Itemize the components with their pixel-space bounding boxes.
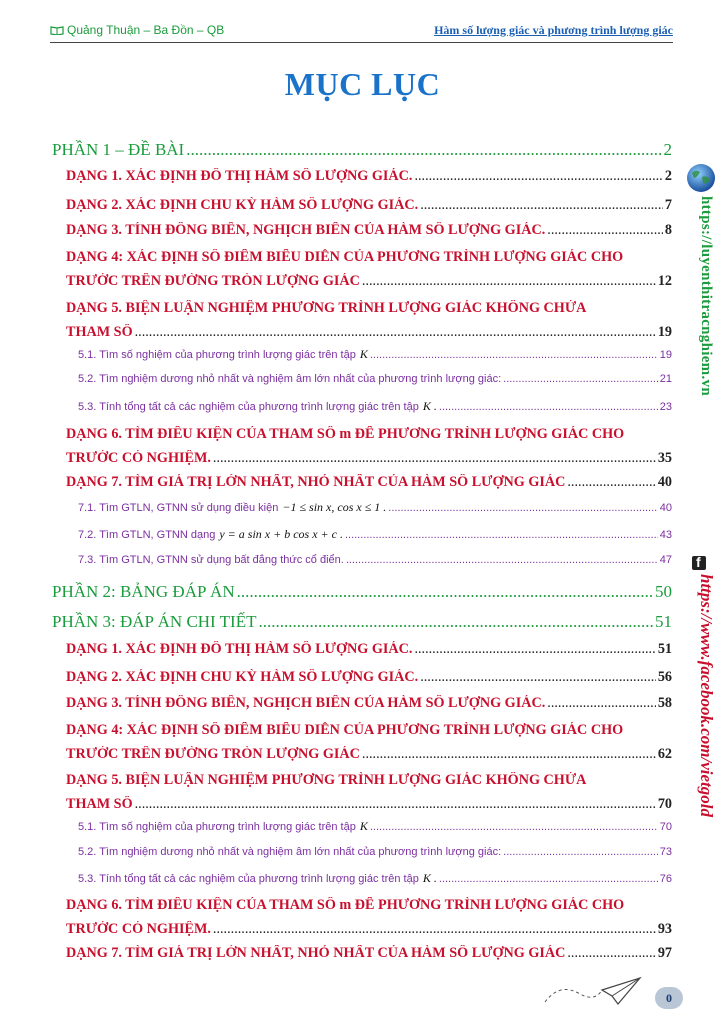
- toc-dot-leader: [237, 582, 653, 602]
- toc-entry[interactable]: [66, 168, 672, 185]
- toc-dot-leader: [346, 554, 658, 566]
- toc-dot-leader: [186, 140, 661, 160]
- book-icon: [50, 25, 64, 35]
- header-author: Quảng Thuận – Ba Đồn – QB: [67, 23, 225, 37]
- toc-entry-math: K .: [422, 871, 437, 885]
- toc-entry-title: 5.3. Tính tổng tất cả các nghiệm của phương trình lượng giác trên tập: [78, 401, 419, 413]
- toc-entry[interactable]: [66, 273, 672, 290]
- toc-entry[interactable]: [78, 819, 672, 834]
- toc-entry-title: 5.2. Tìm nghiệm dương nhỏ nhất và nghiệm âm lớn nhất của phương trình lượng giác:: [78, 846, 502, 858]
- toc-entry-line1[interactable]: DẠNG 5. BIỆN LUẬN NGHIỆM PHƯƠNG TRÌNH LƯỢNG GIÁC KHÔNG CHỨA: [66, 300, 587, 316]
- website-link[interactable]: https://luyenthitracnghiem.vn: [698, 196, 714, 396]
- toc-entry[interactable]: [66, 945, 672, 962]
- toc-page-number: 43: [659, 529, 672, 541]
- toc-page-number: 70: [657, 796, 672, 812]
- toc-dot-leader: [370, 821, 658, 833]
- toc-entry-title: 5.1. Tìm số nghiệm của phương trình lượng giác trên tập: [78, 821, 356, 833]
- toc-dot-leader: [547, 222, 663, 239]
- toc-page-number: 12: [657, 273, 672, 289]
- toc-page-number: 70: [659, 821, 672, 833]
- toc-entry-title: PHẦN 3: ĐÁP ÁN CHI TIẾT: [52, 612, 257, 631]
- toc-entry-math: −1 ≤ sin x, cos x ≤ 1 .: [282, 500, 387, 514]
- toc-page-number: 40: [657, 474, 672, 490]
- toc-page-number: 51: [655, 612, 672, 631]
- toc-entry[interactable]: [78, 373, 672, 385]
- toc-entry[interactable]: [66, 222, 672, 239]
- toc-entry-title: DẠNG 2. XÁC ĐỊNH CHU KỲ HÀM SỐ LƯỢNG GIÁC.: [66, 197, 419, 213]
- toc-entry[interactable]: [66, 921, 672, 938]
- paper-plane-icon: [540, 972, 650, 1012]
- toc-page-number: 23: [659, 401, 672, 413]
- toc-entry[interactable]: [78, 527, 672, 542]
- header-title: Hàm số lượng giác và phương trình lượng giác: [434, 23, 673, 37]
- toc-page-number: 21: [659, 373, 672, 385]
- toc-entry-line1[interactable]: DẠNG 5. BIỆN LUẬN NGHIỆM PHƯƠNG TRÌNH LƯỢNG GIÁC KHÔNG CHỨA: [66, 772, 587, 788]
- toc-page-number: 50: [655, 582, 672, 601]
- toc-entry-title: 5.1. Tìm số nghiệm của phương trình lượng giác trên tập: [78, 349, 356, 361]
- toc-entry[interactable]: [66, 197, 672, 214]
- toc-entry-title: 7.1. Tìm GTLN, GTNN sử dụng điều kiện: [78, 502, 279, 514]
- toc-entry-title: TRƯỚC CÓ NGHIỆM.: [66, 921, 211, 937]
- toc-page-number: 7: [664, 197, 672, 213]
- toc-page-number: 76: [659, 873, 672, 885]
- toc-dot-leader: [345, 529, 658, 541]
- toc-dot-leader: [420, 197, 663, 214]
- globe-icon: [686, 163, 716, 193]
- toc-entry-title: 5.3. Tính tổng tất cả các nghiệm của phương trình lượng giác trên tập: [78, 873, 419, 885]
- toc-entry-title: DẠNG 1. XÁC ĐỊNH ĐỒ THỊ HÀM SỐ LƯỢNG GIÁC.: [66, 168, 413, 184]
- toc-dot-leader: [258, 612, 653, 632]
- toc-entry[interactable]: [78, 500, 672, 515]
- toc-dot-leader: [362, 746, 656, 763]
- toc-entry-math: K .: [422, 399, 437, 413]
- toc-entry-title: THAM SỐ: [66, 324, 133, 340]
- toc-entry[interactable]: [66, 450, 672, 467]
- toc-page-number: 58: [657, 695, 672, 711]
- toc-dot-leader: [362, 273, 656, 290]
- toc-entry-title: DẠNG 1. XÁC ĐỊNH ĐỒ THỊ HÀM SỐ LƯỢNG GIÁC.: [66, 641, 413, 657]
- toc-dot-leader: [135, 796, 656, 813]
- toc-page-number: 73: [659, 846, 672, 858]
- toc-entry-title: 7.2. Tìm GTLN, GTNN dạng: [78, 529, 216, 541]
- toc-dot-leader: [135, 324, 656, 341]
- toc-dot-leader: [213, 921, 656, 938]
- facebook-link[interactable]: https://www.facebook.com/vietgold: [697, 574, 716, 818]
- toc-entry[interactable]: [66, 324, 672, 341]
- toc-entry[interactable]: [66, 641, 672, 658]
- toc-page-number: 93: [657, 921, 672, 937]
- toc-entry[interactable]: [78, 871, 672, 886]
- toc-dot-leader: [503, 846, 658, 858]
- toc-entry[interactable]: [66, 474, 672, 491]
- toc-entry-title: 5.2. Tìm nghiệm dương nhỏ nhất và nghiệm âm lớn nhất của phương trình lượng giác:: [78, 373, 502, 385]
- toc-entry-title: DẠNG 3. TÍNH ĐỒNG BIẾN, NGHỊCH BIẾN CỦA HÀM SỐ LƯỢNG GIÁC.: [66, 222, 546, 238]
- toc-dot-leader: [567, 474, 655, 491]
- toc-page-number: 40: [659, 502, 672, 514]
- toc-entry-math: K: [359, 347, 368, 361]
- toc-dot-leader: [503, 373, 658, 385]
- toc-entry-title: DẠNG 7. TÌM GIÁ TRỊ LỚN NHẤT, NHỎ NHẤT CỦA HÀM SỐ LƯỢNG GIÁC: [66, 945, 566, 961]
- facebook-icon: [692, 556, 706, 570]
- page-number: 0: [655, 987, 683, 1009]
- toc-page-number: 56: [657, 669, 672, 685]
- toc-entry-title: 7.3. Tìm GTLN, GTNN sử dụng bất đẳng thức cổ điển.: [78, 554, 344, 566]
- toc-entry[interactable]: [66, 796, 672, 813]
- toc-page-number: 35: [657, 450, 672, 466]
- toc-entry[interactable]: [52, 140, 672, 160]
- toc-page-number: 19: [657, 324, 672, 340]
- toc-entry[interactable]: [66, 746, 672, 763]
- toc-dot-leader: [388, 502, 657, 514]
- toc-dot-leader: [420, 669, 656, 686]
- toc-entry[interactable]: [52, 582, 672, 602]
- toc-entry-line1[interactable]: DẠNG 4: XÁC ĐỊNH SỐ ĐIỂM BIỂU DIỄN CỦA PHƯƠNG TRÌNH LƯỢNG GIÁC CHO: [66, 722, 624, 738]
- toc-entry-math: K: [359, 819, 368, 833]
- toc-dot-leader: [414, 168, 662, 185]
- toc-page-number: 97: [657, 945, 672, 961]
- toc-dot-leader: [213, 450, 656, 467]
- toc-dot-leader: [567, 945, 655, 962]
- toc-page-number: 62: [657, 746, 672, 762]
- toc-entry-title: TRƯỚC CÓ NGHIỆM.: [66, 450, 211, 466]
- toc-entry-title: PHẦN 1 – ĐỀ BÀI: [52, 140, 185, 159]
- toc-entry-math: y = a sin x + b cos x + c .: [219, 527, 343, 541]
- toc-dot-leader: [439, 873, 658, 885]
- toc-entry[interactable]: [66, 669, 672, 686]
- toc-dot-leader: [547, 695, 656, 712]
- toc-entry[interactable]: [78, 554, 672, 566]
- toc-entry-line1[interactable]: DẠNG 4: XÁC ĐỊNH SỐ ĐIỂM BIỂU DIỄN CỦA PHƯƠNG TRÌNH LƯỢNG GIÁC CHO: [66, 249, 624, 265]
- toc-page-number: 2: [664, 168, 672, 184]
- toc-page-number: 19: [659, 349, 672, 361]
- toc-dot-leader: [414, 641, 655, 658]
- toc-page-number: 47: [659, 554, 672, 566]
- toc-entry-title: DẠNG 2. XÁC ĐỊNH CHU KỲ HÀM SỐ LƯỢNG GIÁC.: [66, 669, 419, 685]
- toc-page-number: 8: [664, 222, 672, 238]
- toc-entry-line1[interactable]: DẠNG 6. TÌM ĐIỀU KIỆN CỦA THAM SỐ m ĐỂ PHƯƠNG TRÌNH LƯỢNG GIÁC CHO: [66, 897, 625, 913]
- toc-entry[interactable]: [78, 347, 672, 362]
- toc-dot-leader: [370, 349, 658, 361]
- toc-entry-line1[interactable]: DẠNG 6. TÌM ĐIỀU KIỆN CỦA THAM SỐ m ĐỂ PHƯƠNG TRÌNH LƯỢNG GIÁC CHO: [66, 426, 625, 442]
- toc-entry-title: THAM SỐ: [66, 796, 133, 812]
- toc-dot-leader: [439, 401, 658, 413]
- toc-entry[interactable]: [78, 846, 672, 858]
- toc-entry-title: DẠNG 7. TÌM GIÁ TRỊ LỚN NHẤT, NHỎ NHẤT CỦA HÀM SỐ LƯỢNG GIÁC: [66, 474, 566, 490]
- toc-page-number: 2: [663, 140, 672, 159]
- toc-entry[interactable]: [52, 612, 672, 632]
- header-left: [50, 23, 224, 37]
- page-header: [50, 22, 673, 43]
- toc-entry-title: DẠNG 3. TÍNH ĐỒNG BIẾN, NGHỊCH BIẾN CỦA HÀM SỐ LƯỢNG GIÁC.: [66, 695, 546, 711]
- toc-page-number: 51: [657, 641, 672, 657]
- toc-entry-title: TRƯỚC TRÊN ĐƯỜNG TRÒN LƯỢNG GIÁC: [66, 746, 360, 762]
- toc-entry-title: TRƯỚC TRÊN ĐƯỜNG TRÒN LƯỢNG GIÁC: [66, 273, 360, 289]
- toc-entry[interactable]: [78, 399, 672, 414]
- toc-entry[interactable]: [66, 695, 672, 712]
- toc-entry-title: PHẦN 2: BẢNG ĐÁP ÁN: [52, 582, 235, 601]
- page-title: MỤC LỤC: [284, 66, 441, 102]
